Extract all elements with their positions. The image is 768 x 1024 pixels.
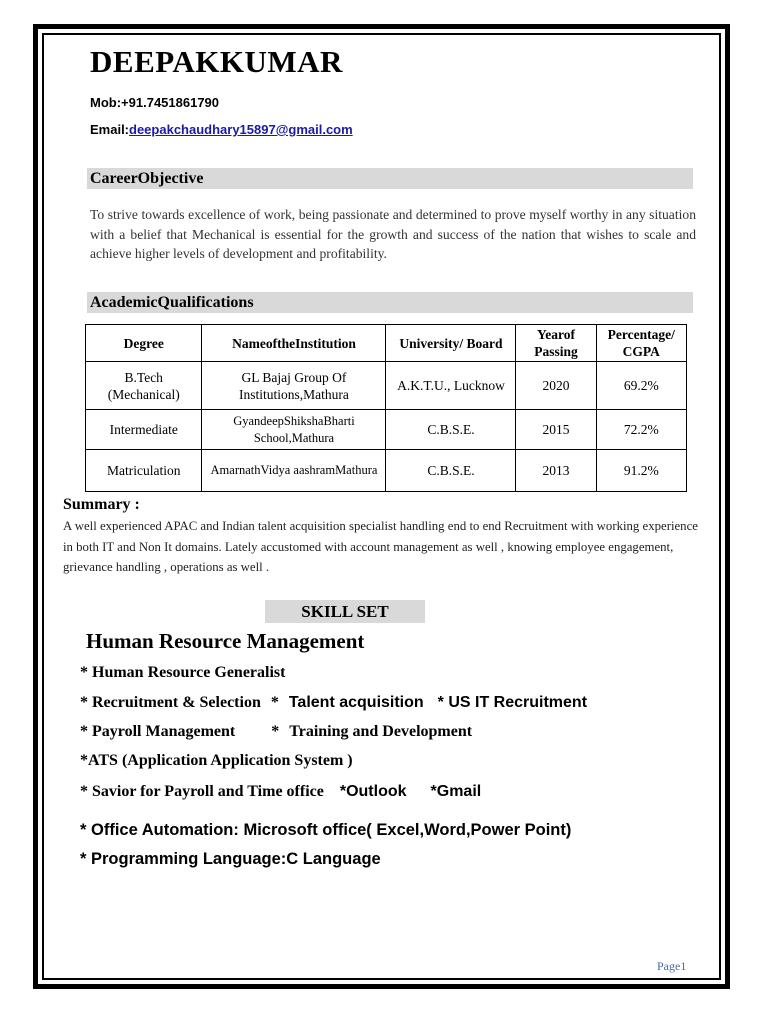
skill-line-7: * Programming Language:C Language (80, 850, 381, 868)
mobile-label: Mob: (90, 95, 122, 110)
hrm-heading: Human Resource Management (86, 629, 365, 653)
skill-line-6: * Office Automation: Microsoft office( Excel,Word,Power Point) (80, 821, 572, 839)
career-objective-text: To strive towards excellence of work, being passionate and determined to prove myself worthy in any situation with a belief that Mechanical is essential for the growth and success of the nation that wishes to scale and achieve higher levels of development and profitability. (90, 207, 696, 261)
skill-training: Training and Development (289, 723, 473, 740)
cell-degree: Intermediate (86, 410, 202, 450)
skill-recruitment: * Recruitment & Selection (80, 694, 261, 711)
cell-institution: GyandeepShikshaBharti School,Mathura (202, 410, 386, 450)
career-objective-heading: CareerObjective (87, 168, 693, 189)
cell-percentage: 72.2% (596, 410, 686, 450)
candidate-name: DEEPAKKUMAR (90, 44, 343, 79)
table-header-row (86, 325, 687, 362)
cell-year: 2015 (516, 410, 596, 450)
email-line (90, 122, 353, 137)
skill-payroll-time-office: * Savior for Payroll and Time office (80, 783, 324, 800)
skill-outlook: *Outlook (339, 783, 407, 800)
skill-payroll: * Payroll Management (80, 723, 236, 740)
cell-degree: B.Tech (Mechanical) (86, 362, 202, 410)
cell-degree: Matriculation (86, 450, 202, 492)
academic-table (85, 324, 687, 492)
summary-heading: Summary : (63, 496, 140, 513)
skill-bullet: * (270, 694, 279, 711)
table-row (86, 450, 687, 492)
col-board: University/ Board (386, 325, 516, 362)
mobile-line (90, 95, 219, 110)
email-label: Email: (90, 122, 130, 137)
skill-line-2 (80, 694, 587, 712)
cell-institution: AmarnathVidya aashramMathura (202, 450, 386, 492)
table-row (86, 362, 687, 410)
mobile-number: +91.7451861790 (121, 95, 220, 110)
skill-set-heading: SKILL SET (265, 600, 425, 623)
skill-line-3 (80, 723, 472, 741)
email-link[interactable]: deepakchaudhary15897@gmail.com (129, 122, 353, 137)
skill-line-4: *ATS (Application Application System ) (80, 752, 353, 769)
col-percentage: Percentage/ CGPA (596, 325, 686, 362)
cell-percentage: 91.2% (596, 450, 686, 492)
cell-board: C.B.S.E. (386, 410, 516, 450)
page-number: Page1 (657, 959, 687, 973)
cell-year: 2013 (516, 450, 596, 492)
col-degree: Degree (86, 325, 202, 362)
skill-line-1: * Human Resource Generalist (80, 664, 286, 681)
skill-line-5 (80, 783, 481, 801)
col-institution: NameoftheInstitution (202, 325, 386, 362)
cell-board: C.B.S.E. (386, 450, 516, 492)
summary-text: A well experienced APAC and Indian talent acquisition specialist handling end to end Recruitment with working experience in both IT and Non It domains. Lately accustomed with account management as well , knowing employee engagement, grievance handling , operations as well . (63, 519, 698, 574)
table-row (86, 410, 687, 450)
skill-talent-acquisition: Talent acquisition (288, 694, 424, 711)
skill-gmail: *Gmail (430, 783, 482, 800)
skill-bullet: * (271, 723, 280, 740)
cell-institution: GL Bajaj Group Of Institutions,Mathura (202, 362, 386, 410)
skill-us-it-recruitment: * US IT Recruitment (437, 694, 588, 711)
col-year: Yearof Passing (516, 325, 596, 362)
academic-heading: AcademicQualifications (87, 292, 693, 313)
cell-board: A.K.T.U., Lucknow (386, 362, 516, 410)
cell-percentage: 69.2% (596, 362, 686, 410)
cell-year: 2020 (516, 362, 596, 410)
